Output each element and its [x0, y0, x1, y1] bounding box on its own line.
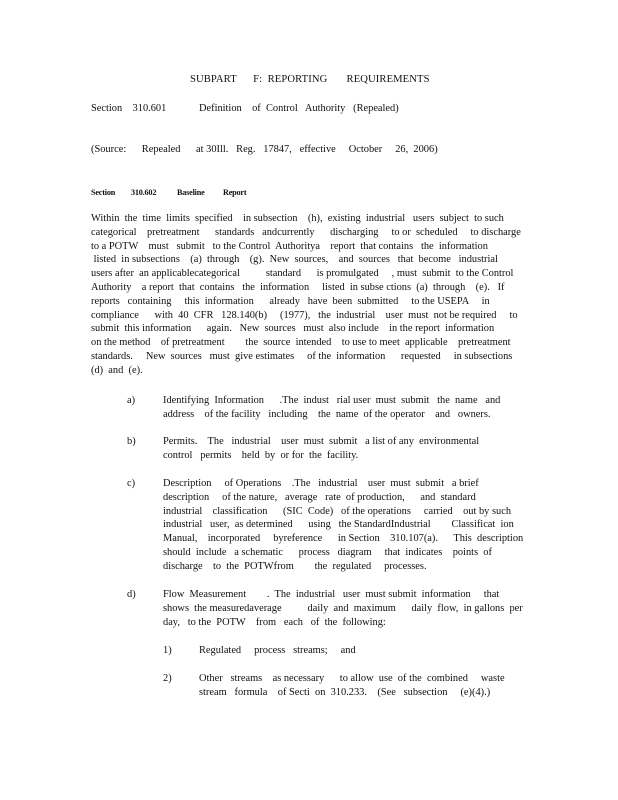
intro-line: categorical pretreatment standards andcurrently discharging to or scheduled to discharge	[91, 226, 521, 238]
item-line: Flow Measurement . The industrial user must submit information that	[163, 589, 500, 600]
subitem-2-marker: 2)	[163, 673, 172, 684]
item-line: Permits. The industrial user must submit a list of any environmental	[163, 436, 480, 447]
item-line: shows the measuredaverage daily and maximum daily flow, in gallons per	[163, 602, 523, 614]
subpart-heading: SUBPART F: REPORTING REQUIREMENTS	[190, 74, 430, 85]
item-line: description of the nature, average rate of production, and standard	[163, 491, 476, 503]
section-602-title-1: Baseline	[177, 188, 205, 197]
intro-line: to a POTW must submit to the Control Authoritya report that contains the information	[91, 240, 488, 252]
source-note: (Source: Repealed at 30Ill. Reg. 17847, effective October 26, 2006)	[91, 144, 438, 155]
intro-line: on the method of pretreatment the source intended to use to meet applicable pretreatment	[91, 337, 511, 349]
item-line: discharge to the POTWfrom the regulated processes.	[163, 560, 427, 572]
section-602-title-2: Report	[223, 188, 247, 197]
item-a-marker: a)	[127, 395, 136, 406]
intro-line: compliance with 40 CFR 128.140(b) (1977), the industrial user must not be required to	[91, 309, 518, 321]
intro-line: Within the time limits specified in subsection (h), existing industrial users subject to such	[91, 213, 504, 224]
section-602-label: Section	[91, 188, 116, 197]
item-line: industrial classification (SIC Code) of the operations carried out by such	[163, 505, 512, 517]
intro-line: users after an applicablecategorical standard is promulgated , must submit to the Control	[91, 268, 514, 280]
intro-line: (d) and (e).	[91, 364, 143, 376]
intro-paragraph	[91, 212, 521, 378]
item-line: address of the facility including the name of the operator and owners.	[163, 408, 491, 420]
item-line: control permits held by or for the facility.	[163, 449, 359, 461]
intro-line: Authority a report that contains the information listed in subse ctions (a) through (e). If	[91, 281, 505, 293]
item-line: day, to the POTW from each of the following:	[163, 616, 386, 628]
section-602-number: 310.602	[131, 188, 157, 197]
item-b-text	[163, 435, 479, 463]
item-c-text	[163, 477, 523, 574]
subitem-1-text	[199, 644, 356, 658]
section-601-number: Section 310.601	[91, 103, 167, 114]
intro-line: submit this information again. New sources must also include in the report information	[91, 323, 495, 335]
item-line: Description of Operations .The industrial user must submit a brief	[163, 478, 479, 489]
item-d-marker: d)	[127, 589, 136, 600]
intro-line: standards. New sources must give estimates of the information requested in subsections	[91, 350, 513, 362]
intro-line: listed in subsections (a) through (g). New sources, and sources that become industrial	[91, 254, 498, 266]
section-601-title: Definition of Control Authority (Repealed)	[199, 103, 399, 114]
subitem-line: stream formula of Secti on 310.233. (See subsection (e)(4).)	[199, 686, 491, 698]
item-a-text	[163, 394, 500, 422]
subitem-1-marker: 1)	[163, 645, 172, 656]
subitem-2-text	[199, 672, 505, 700]
item-line: Identifying Information .The indust rial user must submit the name and	[163, 395, 501, 406]
item-line: Manual, incorporated byreference in Section 310.107(a). This description	[163, 533, 524, 545]
item-d-text	[163, 588, 523, 629]
item-line: industrial user, as determined using the StandardIndustrial Classificat ion	[163, 519, 514, 531]
subitem-line: Regulated process streams; and	[199, 645, 356, 656]
subitem-line: Other streams as necessary to allow use of the combined waste	[199, 673, 505, 684]
item-line: should include a schematic process diagram that indicates points of	[163, 546, 492, 558]
intro-line: reports containing this information already have been submitted to the USEPA in	[91, 295, 490, 307]
item-b-marker: b)	[127, 436, 136, 447]
item-c-marker: c)	[127, 478, 136, 489]
